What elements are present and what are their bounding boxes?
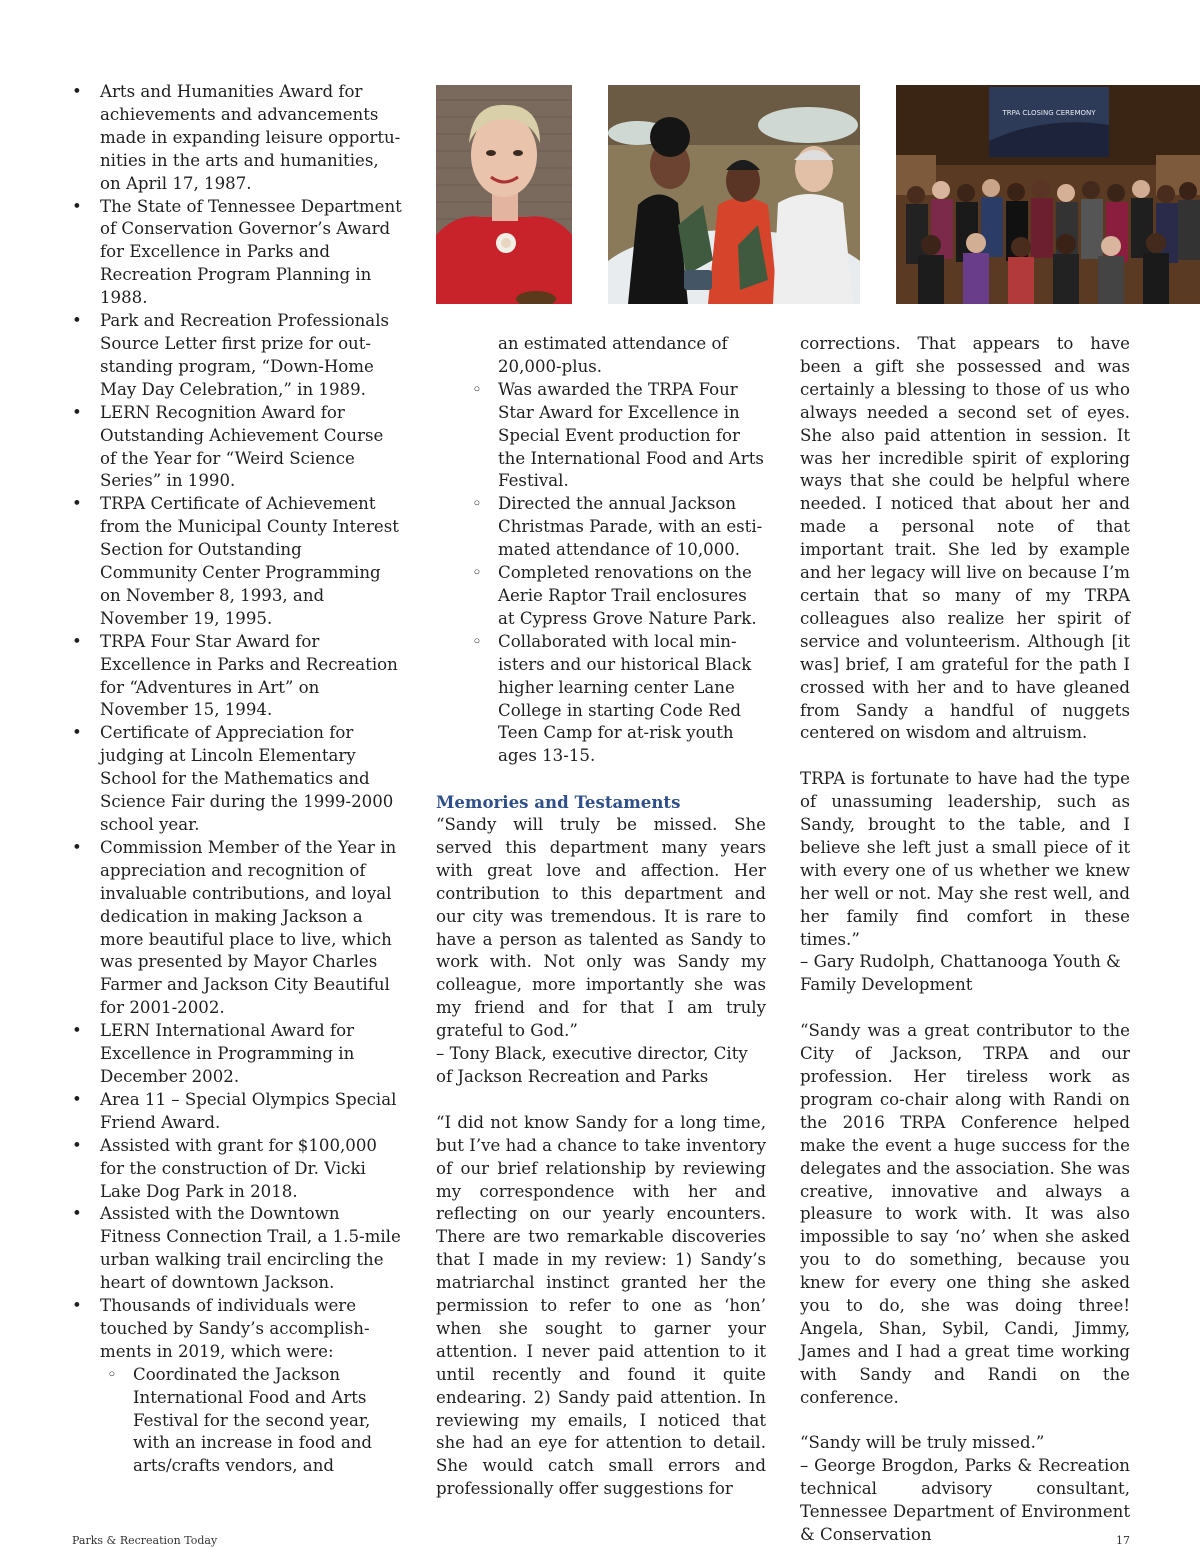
awards-column: [72, 81, 402, 1478]
right-column: [800, 333, 1130, 1547]
accomplishment-continued: an estimated attendance of 20,000-plus.: [498, 334, 728, 376]
testament-quote: “Sandy was a great contributor to the City of Jackson, TRPA and our profession. Her tireless work as program co-chair along with Randi on the 2016 TRPA Conference helped make the event a huge success for the delegates and the association. She was creative, innovative and always a pleasure to work with. It was also impossible to say ‘no’ when she asked you to do something, because you knew for every one thing she asked you to do, she was doing three! Angela, Shan, Sybil, Candi, Jimmy, James and I had a great time working with Sandy and Randi on the conference.: [800, 1021, 1130, 1407]
page-number: 17: [1116, 1534, 1130, 1547]
photo-closing-ceremony: [896, 85, 1200, 304]
award-item: • TRPA Certificate of Achievement from the Municipal County Interest Section for Outstanding Community Center Programming on November 8, 1993, and November 19, 1995.: [72, 493, 402, 630]
photo-sandy-portrait: [436, 85, 572, 304]
accomplishment-item: ◦ Collaborated with local min-isters and our historical Black higher learning center Lane College in starting Code Red Teen Camp for at-risk youth ages 13-15.: [470, 631, 766, 768]
publication-name: Parks & Recreation Today: [72, 1534, 218, 1547]
middle-column: [436, 333, 766, 1501]
award-item: • TRPA Four Star Award for Excellence in Parks and Recreation for “Adventures in Art” on November 15, 1994.: [72, 631, 402, 723]
awards-list: [72, 81, 402, 1478]
testament-quote: “Sandy will truly be missed. She served this department many years with great love and affection. Her contribution to this department and our city was tremendous. It is rare to have a person as talented as Sandy to work with. Not only was Sandy my colleague, more importantly she was my friend and for that I am truly grateful to God.”: [436, 815, 766, 1041]
award-item: [72, 1295, 402, 1478]
award-item: • Commission Member of the Year in appreciation and recognition of invaluable contributions, and loyal dedication in making Jackson a more beautiful place to live, which was presented by Mayor Charles Farmer and Jackson City Beautiful for 2001-2002.: [72, 837, 402, 1020]
accomplishments-2019-list-continued: [470, 379, 766, 768]
award-item: • Area 11 – Special Olympics Special Friend Award.: [72, 1089, 402, 1135]
accomplishment-item: ◦ Completed renovations on the Aerie Raptor Trail enclosures at Cypress Grove Nature Park.: [470, 562, 766, 631]
accomplishment-item: ◦ Directed the annual Jackson Christmas Parade, with an esti-mated attendance of 10,000.: [470, 493, 766, 562]
screen-caption: TRPA CLOSING CEREMONY: [1002, 109, 1096, 117]
accomplishment-item: ◦ Coordinated the Jackson International Food and Arts Festival for the second year, with an increase in food and arts/crafts vendors, and: [105, 1364, 402, 1479]
accomplishment-item: ◦ Was awarded the TRPA Four Star Award for Excellence in Special Event production for the International Food and Arts Festival.: [470, 379, 766, 494]
award-item-text: Thousands of individuals were touched by Sandy’s accomplish-ments in 2019, which were:: [100, 1296, 370, 1361]
testament-quote: “Sandy will be truly missed.”: [800, 1433, 1045, 1453]
award-item: • Assisted with the Downtown Fitness Connection Trail, a 1.5-mile urban walking trail encircling the heart of downtown Jackson.: [72, 1203, 402, 1295]
testament-attribution: – George Brogdon, Parks & Recreation technical advisory consultant, Tennessee Department of Environment & Conservation: [800, 1456, 1130, 1545]
section-heading: Memories and Testaments: [436, 792, 681, 813]
award-item: • LERN Recognition Award for Outstanding Achievement Course of the Year for “Weird Science Series” in 1990.: [72, 402, 402, 494]
award-item: • Certificate of Appreciation for judging at Lincoln Elementary School for the Mathematics and Science Fair during the 1999-2000 school year.: [72, 722, 402, 837]
award-item: • The State of Tennessee Department of Conservation Governor’s Award for Excellence in Parks and Recreation Program Planning in 1988.: [72, 196, 402, 311]
testament-quote-closing: TRPA is fortunate to have had the type of unassuming leadership, such as Sandy, brought to the table, and I believe she left just a small piece of it with every one of us whether we knew her well or not. May she rest well, and her family find comfort in these times.”: [800, 769, 1130, 949]
award-item: • Park and Recreation Professionals Source Letter first prize for out-standing program, “Down-Home May Day Celebration,” in 1989.: [72, 310, 402, 402]
testament-attribution: – Tony Black, executive director, City of Jackson Recreation and Parks: [436, 1044, 748, 1086]
accomplishments-2019-list: [105, 1364, 402, 1479]
award-item: • Arts and Humanities Award for achievements and advancements made in expanding leisure opportu-nities in the arts and humanities, on April 17, 1987.: [72, 81, 402, 196]
testament-quote: “I did not know Sandy for a long time, but I’ve had a chance to take inventory of our brief relationship by reviewing my correspondence with her and reflecting on our yearly encounters. There are two remarkable discoveries that I made in my review: 1) Sandy’s matriarchal instinct granted her the permission to refer to one as ‘hon’ when she sought to garner your attention. I never paid attention to it until recently and found it quite endearing. 2) Sandy paid attention. In reviewing my emails, I noticed that she had an eye for attention to detail. She would catch small errors and professionally offer suggestions for: [436, 1112, 766, 1499]
award-item: • Assisted with grant for $100,000 for the construction of Dr. Vicki Lake Dog Park in 2018.: [72, 1135, 402, 1204]
testament-attribution: – Gary Rudolph, Chattanooga Youth & Family Development: [800, 952, 1121, 995]
testament-quote-continued: corrections. That appears to have been a gift she possessed and was certainly a blessing to those of us who always needed a second set of eyes. She also paid attention in session. It was her incredible spirit of exploring ways that she could be helpful where needed. I noticed that about her and made a personal note of that important trait. She led by example and her legacy will live on because I’m certain that so many of my TRPA colleagues also realize her spirit of service and volunteerism. Although [it was] brief, I am grateful for the path I crossed with her and to have gleaned from Sandy a handful of nuggets centered on wisdom and altruism.: [800, 334, 1130, 743]
award-item: • LERN International Award for Excellence in Programming in December 2002.: [72, 1020, 402, 1089]
photo-banquet-group: [608, 85, 860, 304]
